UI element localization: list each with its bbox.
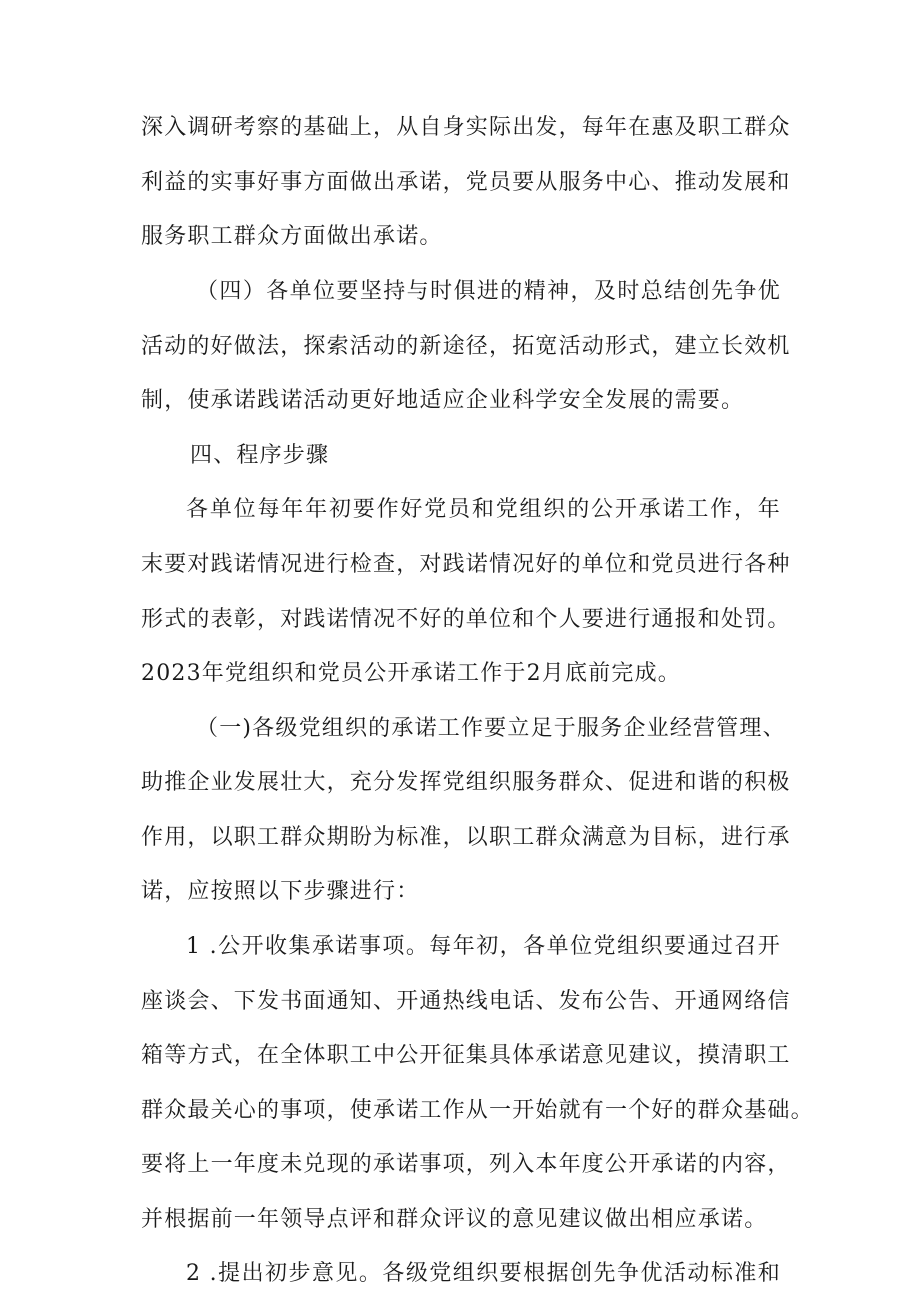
- section-heading: 四、程序步骤: [190, 443, 330, 468]
- paragraph-line: 作用，以职工群众期盼为标准，以职工群众满意为目标，进行承: [141, 825, 791, 850]
- paragraph-line: 助推企业发展壮大，充分发挥党组织服务群众、促进和谐的积极: [141, 770, 791, 795]
- paragraph-line: 服务职工群众方面做出承诺。: [141, 224, 443, 249]
- paragraph-line: 各单位每年年初要作好党员和党组织的公开承诺工作，年: [186, 497, 781, 522]
- paragraph-line: 要将上一年度未兑现的承诺事项，列入本年度公开承诺的内容，: [141, 1152, 791, 1177]
- paragraph-line: 2 .提出初步意见。各级党组织要根据创先争优活动标准和: [186, 1261, 781, 1286]
- paragraph-line: 活动的好做法，探索活动的新途径，拓宽活动形式，建立长效机: [141, 334, 791, 359]
- paragraph-line: 利益的实事好事方面做出承诺，党员要从服务中心、推动发展和: [141, 170, 791, 195]
- paragraph-line: 形式的表彰，对践诺情况不好的单位和个人要进行通报和处罚。: [141, 607, 791, 632]
- paragraph-line: （一)各级党组织的承诺工作要立足于服务企业经营管理、: [196, 716, 786, 741]
- paragraph-line: 座谈会、下发书面通知、开通热线电话、发布公告、开通网络信: [141, 989, 791, 1014]
- paragraph-line: 群众最关心的事项，使承诺工作从一开始就有一个好的群众基础。: [141, 1098, 814, 1123]
- paragraph-line: 箱等方式，在全体职工中公开征集具体承诺意见建议，摸清职工: [141, 1043, 791, 1068]
- paragraph-line: 深入调研考察的基础上，从自身实际出发，每年在惠及职工群众: [141, 115, 791, 140]
- paragraph-line: 制，使承诺践诺活动更好地适应企业科学安全发展的需要。: [141, 388, 745, 413]
- paragraph-line: 末要对践诺情况进行检查，对践诺情况好的单位和党员进行各种: [141, 552, 791, 577]
- paragraph-line: 并根据前一年领导点评和群众评议的意见建议做出相应承诺。: [141, 1207, 768, 1232]
- paragraph-line: 诺，应按照以下步骤进行：: [141, 879, 420, 904]
- paragraph-line: （四）各单位要坚持与时俱进的精神，及时总结创先争优: [196, 279, 781, 304]
- paragraph-line: 2023年党组织和党员公开承诺工作于2月底前完成。: [141, 661, 681, 686]
- paragraph-line: 1 .公开收集承诺事项。每年初，各单位党组织要通过召开: [186, 934, 781, 959]
